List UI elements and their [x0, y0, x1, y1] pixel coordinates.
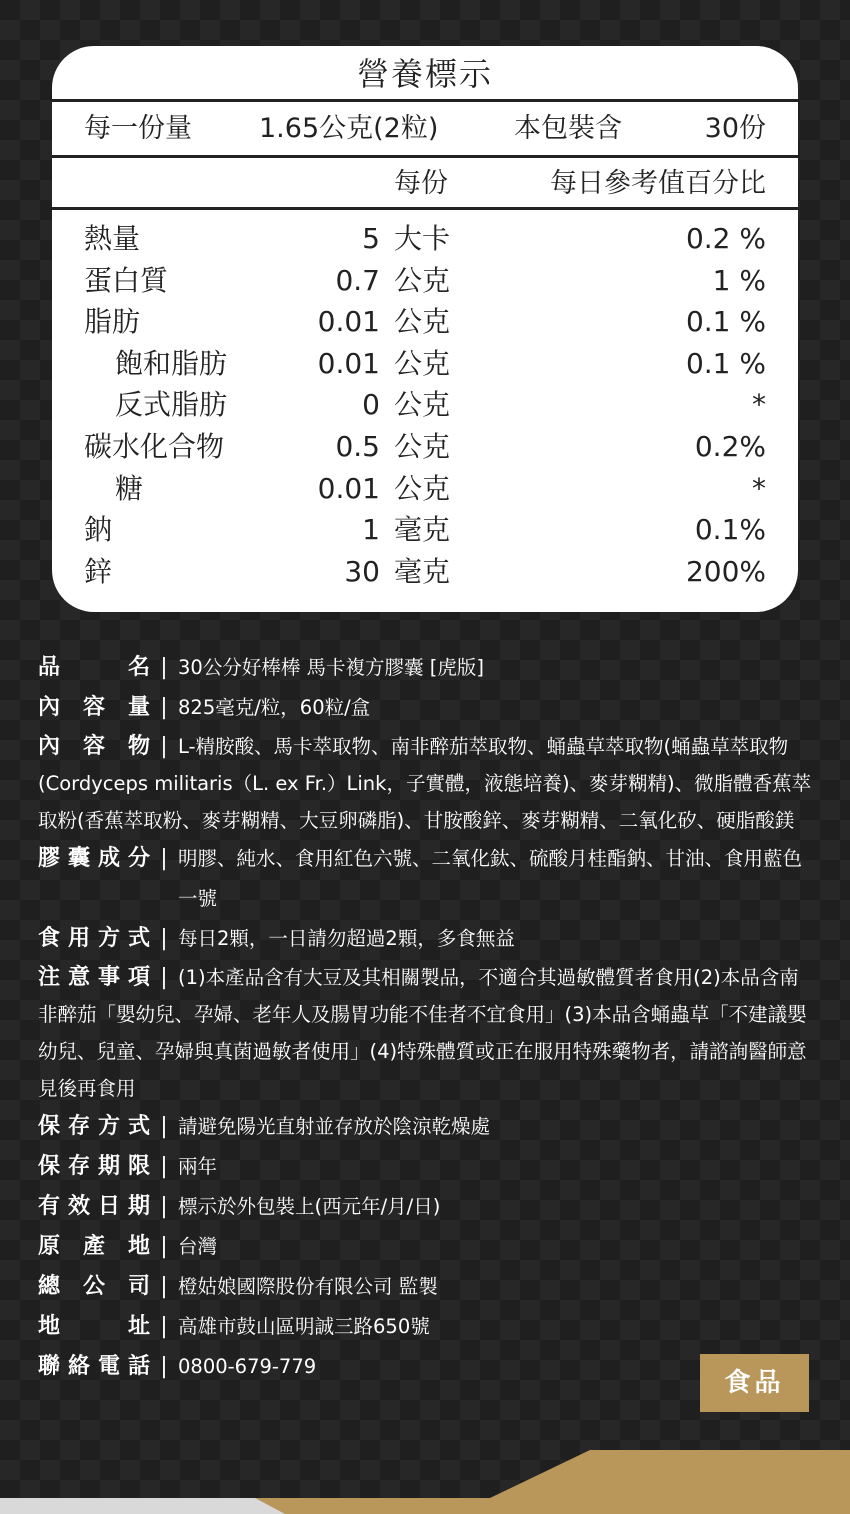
- nutrient-unit: 公克: [394, 471, 451, 505]
- info-label-char: 聯: [38, 1354, 61, 1379]
- info-label-char: 食: [38, 926, 61, 951]
- food-badge: 食品: [700, 1354, 809, 1412]
- info-row: [38, 1187, 814, 1227]
- info-label-char: 物: [127, 734, 150, 759]
- info-label-char: 原: [38, 1234, 61, 1259]
- nutrient-unit: 公克: [394, 305, 451, 339]
- info-label-char: 效: [67, 1194, 90, 1219]
- nutrient-row: [52, 260, 798, 302]
- info-value: (1)本產品含有大豆及其相關製品，不適合其過敏體質者食用(2)本品含南非醉茄「嬰幼兒、孕婦、老年人及腸胃功能不佳者不宜食用」(3)本品含蛹蟲草「不建議嬰幼兒、兒童、孕婦與真菌過敏者使用」(4)特殊體質或正在服用特殊藥物者，請諮詢醫師意見後再食用: [38, 966, 807, 1100]
- info-label-char: 式: [127, 1114, 150, 1139]
- nutrient-row: [52, 301, 798, 343]
- info-row: [38, 1147, 814, 1187]
- info-row: [38, 688, 814, 728]
- nutrient-daily-value: 200%: [685, 554, 766, 588]
- info-label-char: 保: [38, 1114, 61, 1139]
- info-separator: |: [160, 1154, 168, 1179]
- info-label-char: 保: [38, 1154, 61, 1179]
- nutrient-amount: 0.01: [317, 305, 380, 339]
- nutrient-row: [52, 509, 798, 551]
- info-value: 0800-679-779: [178, 1355, 317, 1378]
- info-separator: |: [160, 1234, 168, 1259]
- nutrient-daily-value: 0.1 %: [685, 305, 766, 339]
- info-separator: |: [160, 734, 168, 759]
- info-label-char: 囊: [67, 846, 90, 871]
- info-row: [38, 839, 814, 919]
- info-label-char: 期: [97, 1154, 120, 1179]
- nutrient-name: 反式脂肪: [115, 388, 228, 422]
- info-label-char: 址: [127, 1314, 150, 1339]
- nutrient-daily-value: 0.1%: [694, 513, 766, 547]
- product-info: [38, 648, 814, 1387]
- info-separator: |: [160, 695, 168, 720]
- nutrient-name: 脂肪: [84, 305, 141, 339]
- nutrient-unit: 毫克: [394, 554, 451, 588]
- info-value: L-精胺酸、馬卡萃取物、南非醉茄萃取物、蛹蟲草萃取物(蛹蟲草萃取物(Cordyceps militaris（L. ex Fr.）Link，子實體，液態培養)、麥芽糊精)、微脂體香蕉萃取粉(香蕉萃取粉、麥芽糊精、大豆卵磷脂)、甘胺酸鋅、麥芽糊精、二氧化矽、硬脂酸鎂: [38, 735, 812, 832]
- nutrient-amount: 0.5: [335, 430, 380, 463]
- per-serving-header: 每份: [394, 168, 448, 199]
- info-row: [38, 728, 814, 839]
- info-label: [38, 1227, 150, 1267]
- info-separator: |: [160, 965, 168, 990]
- nutrient-row: [52, 343, 798, 385]
- nutrient-amount: 5: [362, 222, 380, 255]
- nutrient-row: [52, 426, 798, 468]
- info-value: 台灣: [178, 1235, 218, 1258]
- nutrient-name: 飽和脂肪: [115, 346, 228, 380]
- info-separator: |: [160, 846, 168, 871]
- info-value: 橙姑娘國際股份有限公司 監製: [178, 1275, 438, 1298]
- info-label-char: 容: [82, 695, 105, 720]
- info-label-char: 總: [38, 1274, 61, 1299]
- info-row: [38, 959, 814, 1107]
- nutrient-unit: 公克: [394, 263, 451, 297]
- nutrient-row: [52, 218, 798, 260]
- info-row: [38, 1107, 814, 1147]
- info-label-char: 注: [38, 965, 61, 990]
- bottom-stripe: [0, 1498, 850, 1514]
- info-label-char: 存: [67, 1154, 90, 1179]
- nutrient-name: 糖: [115, 471, 144, 505]
- info-row: [38, 1307, 814, 1347]
- nutrient-unit: 公克: [394, 388, 451, 422]
- info-label: [38, 1187, 150, 1227]
- info-label: [38, 839, 150, 879]
- info-value: 標示於外包裝上(西元年/月/日): [178, 1195, 441, 1218]
- nutrient-unit: 大卡: [394, 222, 451, 255]
- info-label-char: 膠: [38, 846, 61, 871]
- nutrient-name: 碳水化合物: [84, 430, 225, 463]
- info-label: [38, 648, 150, 688]
- info-separator: |: [160, 655, 168, 680]
- info-label-char: 地: [127, 1234, 150, 1259]
- info-label-char: 限: [127, 1154, 150, 1179]
- info-label-char: 用: [67, 926, 90, 951]
- nutrient-daily-value: 0.1 %: [685, 346, 766, 380]
- nutrient-daily-value: *: [752, 388, 766, 422]
- info-label-char: 公: [82, 1274, 105, 1299]
- nutrient-row: [52, 551, 798, 593]
- nutrition-title: 營養標示: [356, 55, 493, 93]
- info-label-char: 產: [82, 1234, 105, 1259]
- nutrition-card: [52, 46, 798, 612]
- info-label: [38, 1107, 150, 1147]
- nutrient-daily-value: 0.2 %: [685, 222, 766, 255]
- bottom-gold-left: [255, 1498, 555, 1514]
- info-label: [38, 688, 150, 728]
- info-separator: |: [160, 1274, 168, 1299]
- info-label-char: 絡: [67, 1354, 90, 1379]
- nutrient-unit: 毫克: [394, 513, 451, 547]
- package-count-label: 本包裝含: [514, 113, 622, 144]
- nutrient-daily-value: 0.2%: [694, 430, 766, 463]
- serving-size-label: 每一份量: [84, 113, 192, 144]
- info-label-char: 意: [67, 965, 90, 990]
- info-label: [38, 728, 150, 765]
- info-separator: |: [160, 1314, 168, 1339]
- info-value: 請避免陽光直射並存放於陰涼乾燥處: [178, 1115, 491, 1138]
- rule-under-title: [52, 99, 798, 102]
- info-label-char: 量: [127, 695, 150, 720]
- nutrient-name: 熱量: [84, 222, 141, 255]
- info-label-char: 容: [82, 734, 105, 759]
- info-label-char: 式: [127, 926, 150, 951]
- nutrient-name: 鋅: [84, 554, 113, 588]
- info-label: [38, 919, 150, 959]
- nutrient-amount: 30: [344, 554, 380, 588]
- nutrient-amount: 0: [362, 388, 380, 422]
- info-label-char: 內: [38, 734, 61, 759]
- info-separator: |: [160, 1114, 168, 1139]
- nutrient-name: 蛋白質: [84, 263, 169, 297]
- nutrient-daily-value: *: [752, 471, 766, 505]
- info-label: [38, 1147, 150, 1187]
- info-separator: |: [160, 1194, 168, 1219]
- info-label-char: 分: [127, 846, 150, 871]
- info-label: [38, 1307, 150, 1347]
- info-label: [38, 1347, 150, 1387]
- nutrient-amount: 0.01: [317, 346, 380, 380]
- info-label: [38, 1267, 150, 1307]
- serving-size-value: 1.65公克(2粒): [259, 113, 439, 144]
- package-count-value: 30份: [704, 113, 766, 144]
- info-row: [38, 1347, 814, 1387]
- info-row: [38, 1267, 814, 1307]
- nutrient-daily-value: 1 %: [712, 263, 766, 297]
- info-value: 825毫克/粒，60粒/盒: [178, 696, 371, 719]
- info-separator: |: [160, 1354, 168, 1379]
- info-label-char: 事: [97, 965, 120, 990]
- nutrient-row: [52, 384, 798, 426]
- nutrient-amount: 1: [362, 513, 380, 547]
- info-label-char: 話: [127, 1354, 150, 1379]
- info-label-char: 品: [38, 655, 61, 680]
- rule-under-header: [52, 207, 798, 210]
- rule-under-serving: [52, 155, 798, 158]
- nutrient-unit: 公克: [394, 430, 451, 463]
- info-label-char: 方: [97, 926, 120, 951]
- info-label-char: 項: [127, 965, 150, 990]
- nutrient-amount: 0.01: [317, 471, 380, 505]
- bottom-gold-right: [490, 1450, 850, 1514]
- info-value: 高雄市鼓山區明誠三路650號: [178, 1315, 430, 1338]
- info-row: [38, 1227, 814, 1267]
- info-label-char: 成: [97, 846, 120, 871]
- info-label-char: 名: [127, 655, 150, 680]
- info-label-char: 存: [67, 1114, 90, 1139]
- info-value: 兩年: [178, 1155, 218, 1178]
- info-label-char: 地: [38, 1314, 61, 1339]
- nutrient-unit: 公克: [394, 346, 451, 380]
- nutrient-row: [52, 468, 798, 510]
- info-value: 明膠、純水、食用紅色六號、二氧化鈦、硫酸月桂酯鈉、甘油、食用藍色一號: [178, 847, 803, 910]
- info-separator: |: [160, 926, 168, 951]
- info-label: [38, 959, 150, 996]
- info-label-char: 司: [127, 1274, 150, 1299]
- info-value: 30公分好棒棒 馬卡複方膠囊 [虎版]: [178, 656, 484, 679]
- daily-value-header: 每日參考值百分比: [550, 168, 766, 199]
- info-label-char: 內: [38, 695, 61, 720]
- info-label-char: 日: [97, 1194, 120, 1219]
- info-label-char: 電: [97, 1354, 120, 1379]
- info-label-char: 有: [38, 1194, 61, 1219]
- info-label-char: 期: [127, 1194, 150, 1219]
- info-row: [38, 648, 814, 688]
- nutrient-amount: 0.7: [335, 263, 380, 297]
- info-row: [38, 919, 814, 959]
- nutrient-name: 鈉: [84, 513, 113, 547]
- info-label-char: 方: [97, 1114, 120, 1139]
- info-value: 每日2顆，一日請勿超過2顆，多食無益: [178, 927, 515, 950]
